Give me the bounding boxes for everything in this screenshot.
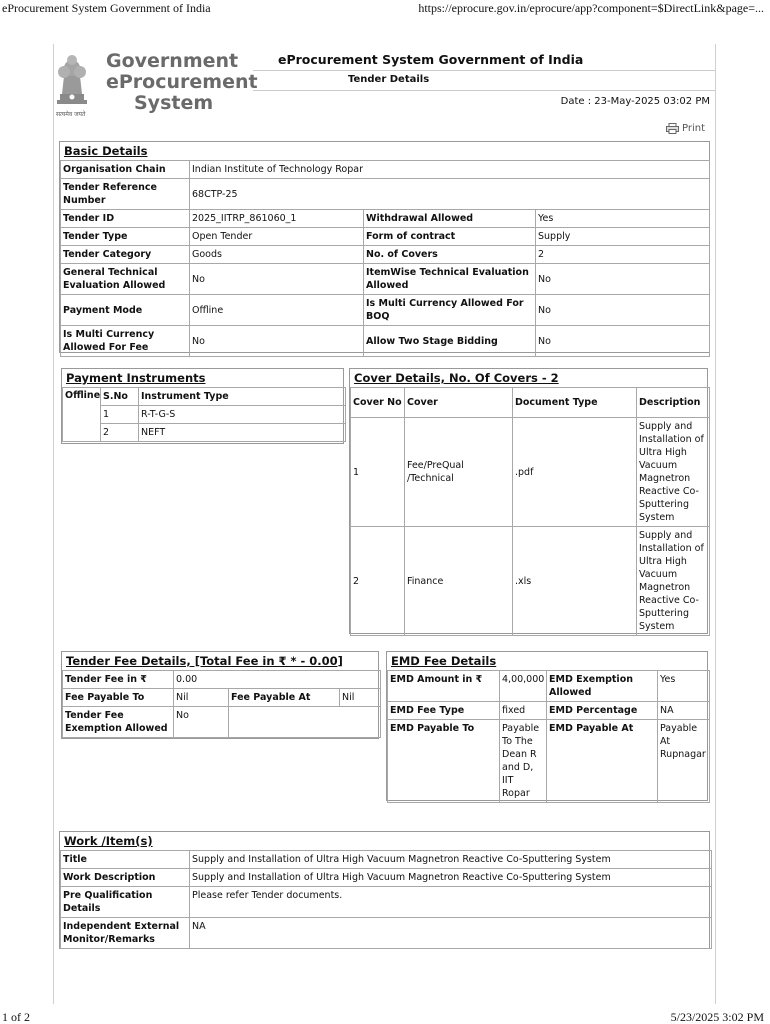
- form-of-contract-value: Supply: [536, 228, 710, 246]
- emd-exemption-label: EMD Exemption Allowed: [547, 671, 658, 702]
- payment-mode-cell: Offline: [63, 388, 101, 442]
- emd-amount-value: 4,00,000: [500, 671, 547, 702]
- work-title-label: Title: [61, 851, 190, 869]
- monitor-value: NA: [190, 918, 712, 949]
- covers-value: 2: [536, 246, 710, 264]
- col-document-type: Document Type: [513, 388, 637, 418]
- cover-description: Supply and Installation of Ultra High Vacuum Magnetron Reactive Co-Sputtering System: [637, 527, 710, 636]
- work-description-value: Supply and Installation of Ultra High Vacuum Magnetron Reactive Co-Sputtering System: [190, 869, 712, 887]
- prequal-value: Please refer Tender documents.: [190, 887, 712, 918]
- multi-fee-value: No: [190, 326, 364, 357]
- tender-id-value: 2025_IITRP_861060_1: [190, 210, 364, 228]
- fee-payable-to-value: Nil: [174, 689, 229, 707]
- covers-label: No. of Covers: [364, 246, 536, 264]
- print-timestamp: 5/23/2025 3:02 PM: [670, 1010, 764, 1024]
- multi-boq-label: Is Multi Currency Allowed For BOQ: [364, 295, 536, 326]
- col-sno: S.No: [101, 388, 139, 406]
- site-title: eProcurement System Government of India: [278, 52, 584, 67]
- gte-value: No: [190, 264, 364, 295]
- header-divider: [253, 70, 716, 71]
- cover-name: Fee/PreQual /Technical: [405, 418, 513, 527]
- tender-id-label: Tender ID: [61, 210, 190, 228]
- cover-no: 2: [351, 527, 405, 636]
- gte-label: General Technical Evaluation Allowed: [61, 264, 190, 295]
- print-page-counter: 1 of 2: [2, 1010, 30, 1024]
- work-items-table: [60, 850, 712, 949]
- emd-payable-at-value: Payable At Rupnagar: [658, 720, 710, 803]
- payment-instruments-table: [62, 387, 346, 442]
- cover-details-table: [350, 387, 710, 636]
- tender-category-value: Goods: [190, 246, 364, 264]
- empty-cell: [229, 707, 381, 738]
- instrument-type: R-T-G-S: [139, 406, 346, 424]
- page-subtitle: Tender Details: [348, 74, 430, 85]
- fee-exemption-value: No: [174, 707, 229, 738]
- withdrawal-value: Yes: [536, 210, 710, 228]
- cover-name: Finance: [405, 527, 513, 636]
- payment-mode-value: Offline: [190, 295, 364, 326]
- col-instrument-type: Instrument Type: [139, 388, 346, 406]
- emd-percentage-value: NA: [658, 702, 710, 720]
- section-title: Tender Fee Details, [Total Fee in ₹ * - 0.00]: [66, 654, 343, 668]
- tender-fee-value: 0.00: [174, 671, 381, 689]
- col-description: Description: [637, 388, 710, 418]
- cover-no: 1: [351, 418, 405, 527]
- printer-icon: [666, 123, 679, 134]
- tender-fee-label: Tender Fee in ₹: [63, 671, 174, 689]
- monitor-label: Independent External Monitor/Remarks: [61, 918, 190, 949]
- cover-description: Supply and Installation of Ultra High Vacuum Magnetron Reactive Co-Sputtering System: [637, 418, 710, 527]
- payment-instruments-section: [61, 368, 344, 444]
- emd-payable-to-label: EMD Payable To: [388, 720, 500, 803]
- logo-wordmark: Government eProcurement System: [106, 50, 258, 114]
- fee-payable-at-value: Nil: [340, 689, 381, 707]
- work-description-label: Work Description: [61, 869, 190, 887]
- header-divider: [253, 90, 716, 91]
- itemwise-value: No: [536, 264, 710, 295]
- org-value: Indian Institute of Technology Ropar: [190, 161, 710, 179]
- instrument-type: NEFT: [139, 424, 346, 442]
- col-cover-no: Cover No: [351, 388, 405, 418]
- tender-fee-table: [62, 670, 381, 738]
- work-items-section: [59, 831, 710, 949]
- org-label: Organisation Chain: [61, 161, 190, 179]
- fee-payable-at-label: Fee Payable At: [229, 689, 340, 707]
- section-title: Basic Details: [64, 144, 148, 158]
- emd-percentage-label: EMD Percentage: [547, 702, 658, 720]
- print-label: Print: [682, 123, 706, 134]
- section-title: Payment Instruments: [66, 371, 206, 385]
- ref-label: Tender Reference Number: [61, 179, 190, 210]
- emd-fee-type-value: fixed: [500, 702, 547, 720]
- multi-fee-label: Is Multi Currency Allowed For Fee: [61, 326, 190, 357]
- emd-amount-label: EMD Amount in ₹: [388, 671, 500, 702]
- payment-mode-label: Payment Mode: [61, 295, 190, 326]
- cover-details-section: [349, 368, 708, 634]
- emd-payable-to-value: Payable To The Dean R and D, IIT Ropar: [500, 720, 547, 803]
- work-title-value: Supply and Installation of Ultra High Vacuum Magnetron Reactive Co-Sputtering System: [190, 851, 712, 869]
- logo-motto: सत्यमेव जयते: [56, 111, 86, 118]
- section-title: Cover Details, No. Of Covers - 2: [354, 371, 559, 385]
- form-of-contract-label: Form of contract: [364, 228, 536, 246]
- print-page-url: https://eprocure.gov.in/eprocure/app?component=$DirectLink&page=...: [418, 1, 764, 15]
- instrument-sno: 2: [101, 424, 139, 442]
- emd-fee-table: [387, 670, 710, 803]
- emd-fee-section: [386, 651, 708, 801]
- section-title: EMD Fee Details: [391, 654, 497, 668]
- basic-details-section: [59, 141, 710, 353]
- emd-exemption-value: Yes: [658, 671, 710, 702]
- emd-fee-type-label: EMD Fee Type: [388, 702, 500, 720]
- withdrawal-label: Withdrawal Allowed: [364, 210, 536, 228]
- date-stamp: Date : 23-May-2025 03:02 PM: [560, 96, 710, 107]
- cover-doc-type: .pdf: [513, 418, 637, 527]
- national-emblem-icon: [54, 50, 90, 108]
- section-title: Work /Item(s): [64, 834, 153, 848]
- itemwise-label: ItemWise Technical Evaluation Allowed: [364, 264, 536, 295]
- tender-category-label: Tender Category: [61, 246, 190, 264]
- prequal-label: Pre Qualification Details: [61, 887, 190, 918]
- tender-type-value: Open Tender: [190, 228, 364, 246]
- print-button[interactable]: [666, 123, 705, 134]
- basic-details-table: [60, 160, 710, 357]
- multi-boq-value: No: [536, 295, 710, 326]
- two-stage-label: Allow Two Stage Bidding: [364, 326, 536, 357]
- two-stage-value: No: [536, 326, 710, 357]
- fee-payable-to-label: Fee Payable To: [63, 689, 174, 707]
- gepp-logo[interactable]: [50, 48, 258, 120]
- instrument-sno: 1: [101, 406, 139, 424]
- col-cover: Cover: [405, 388, 513, 418]
- ref-value: 68CTP-25: [190, 179, 710, 210]
- cover-doc-type: .xls: [513, 527, 637, 636]
- tender-type-label: Tender Type: [61, 228, 190, 246]
- print-page-title: eProcurement System Government of India: [2, 1, 211, 15]
- fee-exemption-label: Tender Fee Exemption Allowed: [63, 707, 174, 738]
- tender-fee-section: [61, 651, 379, 739]
- emd-payable-at-label: EMD Payable At: [547, 720, 658, 803]
